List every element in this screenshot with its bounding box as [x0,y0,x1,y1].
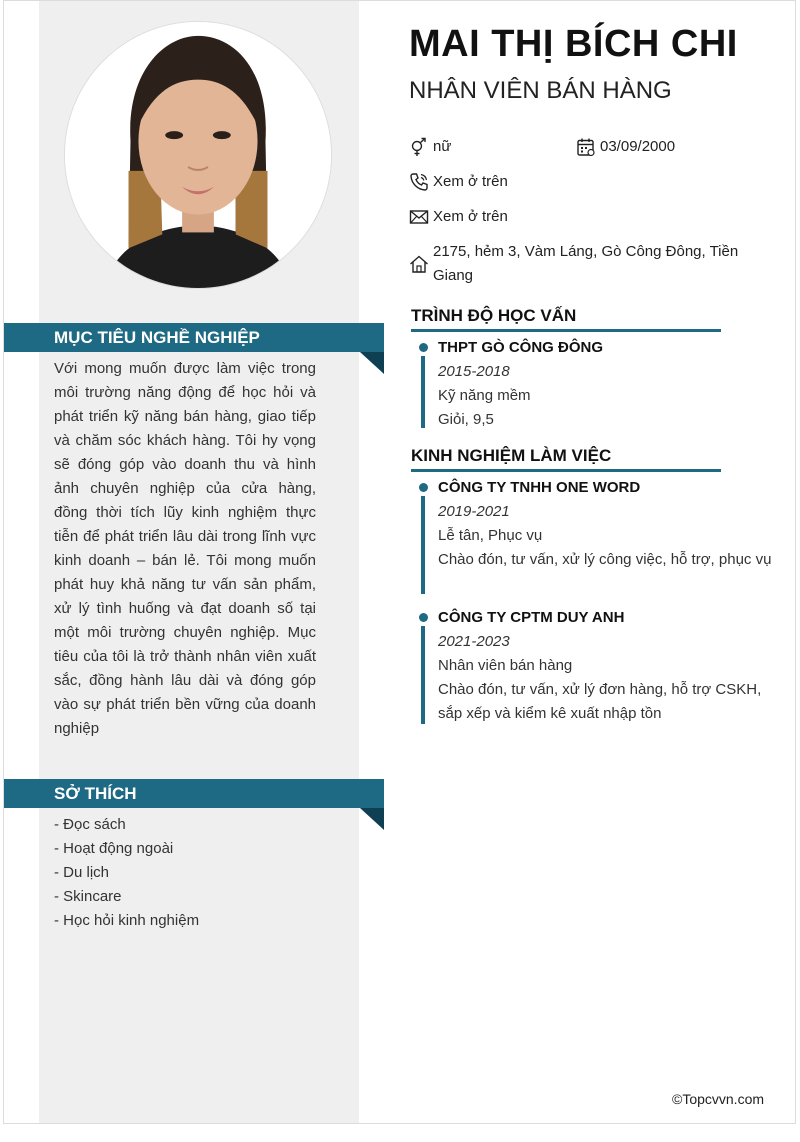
address-value: 2175, hẻm 3, Vàm Láng, Gò Công Đông, Tiền Giang [433,243,739,284]
experience-entry [420,606,780,726]
company-name: CÔNG TY CPTM DUY ANH [438,609,625,626]
experience-position: Nhân viên bán hàng [438,657,573,674]
hobby-item: - Đọc sách [54,816,126,833]
timeline-dot [419,483,428,492]
gender-icon [409,137,429,157]
education-major: Kỹ năng mềm [438,387,531,404]
hobby-item: - Học hỏi kinh nghiệm [54,912,200,929]
gender-value: nữ [433,138,452,155]
mail-icon [409,207,429,227]
phone-value: Xem ở trên [433,173,508,190]
email-value: Xem ở trên [433,208,508,225]
objective-text: Với mong muốn được làm việc trong môi trường năng động để học hỏi và phát triển kỹ năng bán hàng, giao tiếp và chăm sóc khách hàng. Tôi hy vọng sẽ đóng góp vào doanh thu và hình ảnh chuyên nghiệp của cửa hàng, đồng thời tích lũy kinh nghiệm thực tiễn để phát triển lâu dài trong lĩnh vực kinh doanh – bán lẻ. Tôi mong muốn phát huy khả năng tư vấn sản phẩm, xử lý tình huống và đạt doanh số tại một môi trường chuyên nghiệp. Mục tiêu của tôi là trở thành nhân viên xuất sắc, đồng hành lâu dài và đóng góp vào sự phát triển bền vững của doanh nghiệp [54,360,316,737]
home-icon [409,254,429,274]
address-row [409,240,769,288]
timeline-bar [421,626,425,724]
education-heading: TRÌNH ĐỘ HỌC VẤN [411,305,721,332]
hobby-item: - Skincare [54,888,122,905]
calendar-icon [576,137,596,157]
timeline-dot [419,613,428,622]
experience-entry [420,476,780,572]
gender-row [409,135,451,159]
hobby-item: - Hoạt động ngoài [54,840,174,857]
hobby-item: - Du lịch [54,864,110,881]
education-period: 2015-2018 [438,363,510,380]
objective-heading: MỤC TIÊU NGHỀ NGHIỆP [4,323,384,352]
watermark: ©Topcvvn.com [672,1091,765,1107]
cv-page [3,0,796,1124]
experience-period: 2021-2023 [438,633,510,650]
birthday-value: 03/09/2000 [600,138,676,155]
phone-row [409,170,508,194]
candidate-name: MAI THỊ BÍCH CHI [409,23,738,65]
school-name: THPT GÒ CÔNG ĐÔNG [438,339,603,356]
objective-heading-fold [360,352,384,374]
email-row [409,205,508,229]
hobbies-heading: SỞ THÍCH [4,779,384,808]
education-grade: Giỏi, 9,5 [438,411,494,428]
timeline-bar [421,496,425,594]
experience-description: Chào đón, tư vấn, xử lý công việc, hỗ trợ, phục vụ [438,551,772,568]
experience-heading: KINH NGHIỆM LÀM VIỆC [411,445,721,472]
experience-position: Lễ tân, Phục vụ [438,527,543,544]
education-entry [420,336,780,432]
portrait-image [65,22,331,288]
timeline-dot [419,343,428,352]
experience-description: Chào đón, tư vấn, xử lý đơn hàng, hỗ trợ CSKH, sắp xếp và kiểm kê xuất nhập tồn [438,681,762,722]
hobbies-list [54,813,199,933]
avatar [64,21,332,289]
birthday-row [576,135,675,159]
experience-period: 2019-2021 [438,503,510,520]
timeline-bar [421,356,425,428]
phone-icon [409,172,429,192]
hobbies-heading-fold [360,808,384,830]
job-title: NHÂN VIÊN BÁN HÀNG [409,77,672,104]
company-name: CÔNG TY TNHH ONE WORD [438,479,641,496]
